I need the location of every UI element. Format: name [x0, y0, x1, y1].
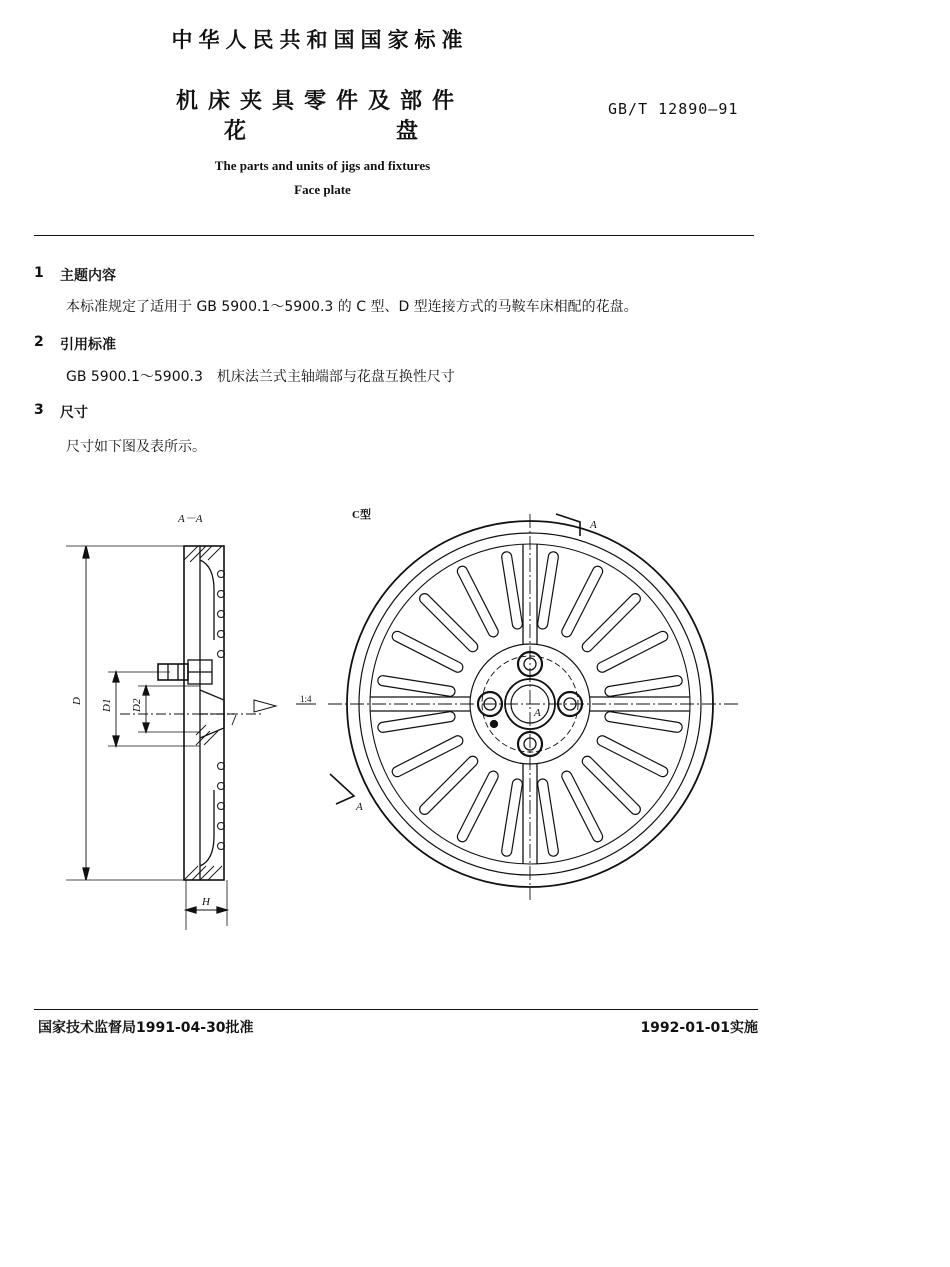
section-view — [66, 546, 276, 930]
dim-D1-label: D1 — [101, 698, 113, 712]
type-label: C型 — [352, 509, 371, 521]
document-title: 机床夹具零件及部件 — [175, 89, 464, 114]
section-2-number: 2 — [34, 334, 44, 350]
radial-slot — [580, 592, 642, 654]
radial-slot — [560, 769, 604, 843]
section-2-body: GB 5900.1～5900.3 机床法兰式主轴端部与花盘互换性尺寸 — [66, 369, 455, 385]
radial-slot — [377, 711, 456, 733]
dim-D-label: D — [71, 697, 83, 705]
cut-label-top: A — [590, 519, 597, 531]
radial-slot — [391, 734, 465, 778]
section-view-label: A－A — [178, 513, 203, 525]
english-subtitle: Face plate — [294, 182, 351, 197]
radial-slot — [595, 630, 669, 674]
taper-label: 1:4 — [300, 694, 312, 704]
radial-slot — [418, 592, 480, 654]
radial-slot — [537, 551, 559, 630]
radial-slot — [456, 769, 500, 843]
radial-slot — [501, 551, 523, 630]
document-subtitle-right: 盘 — [396, 119, 419, 144]
section-3-title: 尺寸 — [60, 405, 88, 421]
section-3-body: 尺寸如下图及表所示。 — [66, 439, 206, 455]
radial-slot — [391, 630, 465, 674]
footer-rule — [34, 1009, 758, 1010]
radial-slot — [537, 778, 559, 857]
implementation-date: 1992-01-01实施 — [640, 1020, 758, 1036]
radial-slot — [456, 565, 500, 639]
document-subtitle-left: 花 — [224, 119, 247, 144]
dim-H-label: H — [202, 896, 210, 908]
radial-slot — [560, 565, 604, 639]
cut-label-bottom: A — [356, 801, 363, 813]
standard-code: GB/T 12890—91 — [608, 100, 739, 118]
national-standard-heading: 中华人民共和国国家标准 — [171, 28, 469, 52]
approval-date: 国家技术监督局1991-04-30批准 — [38, 1020, 254, 1036]
english-title: The parts and units of jigs and fixtures — [214, 158, 431, 173]
radial-slot — [418, 754, 480, 816]
radial-slot — [580, 754, 642, 816]
dim-D2-label: D2 — [131, 698, 143, 712]
section-3-number: 3 — [34, 402, 44, 418]
radial-slot — [595, 734, 669, 778]
section-2-title: 引用标准 — [60, 337, 116, 353]
center-label: A — [534, 707, 541, 719]
radial-slot — [377, 675, 456, 697]
radial-slot — [501, 778, 523, 857]
front-view — [296, 514, 740, 900]
radial-slot — [604, 711, 683, 733]
section-1-title: 主题内容 — [60, 268, 116, 284]
section-1-number: 1 — [34, 265, 44, 281]
radial-slot — [604, 675, 683, 697]
section-1-body: 本标准规定了适用于 GB 5900.1～5900.3 的 C 型、D 型连接方式的马鞍车床相配的花盘。 — [66, 299, 638, 315]
